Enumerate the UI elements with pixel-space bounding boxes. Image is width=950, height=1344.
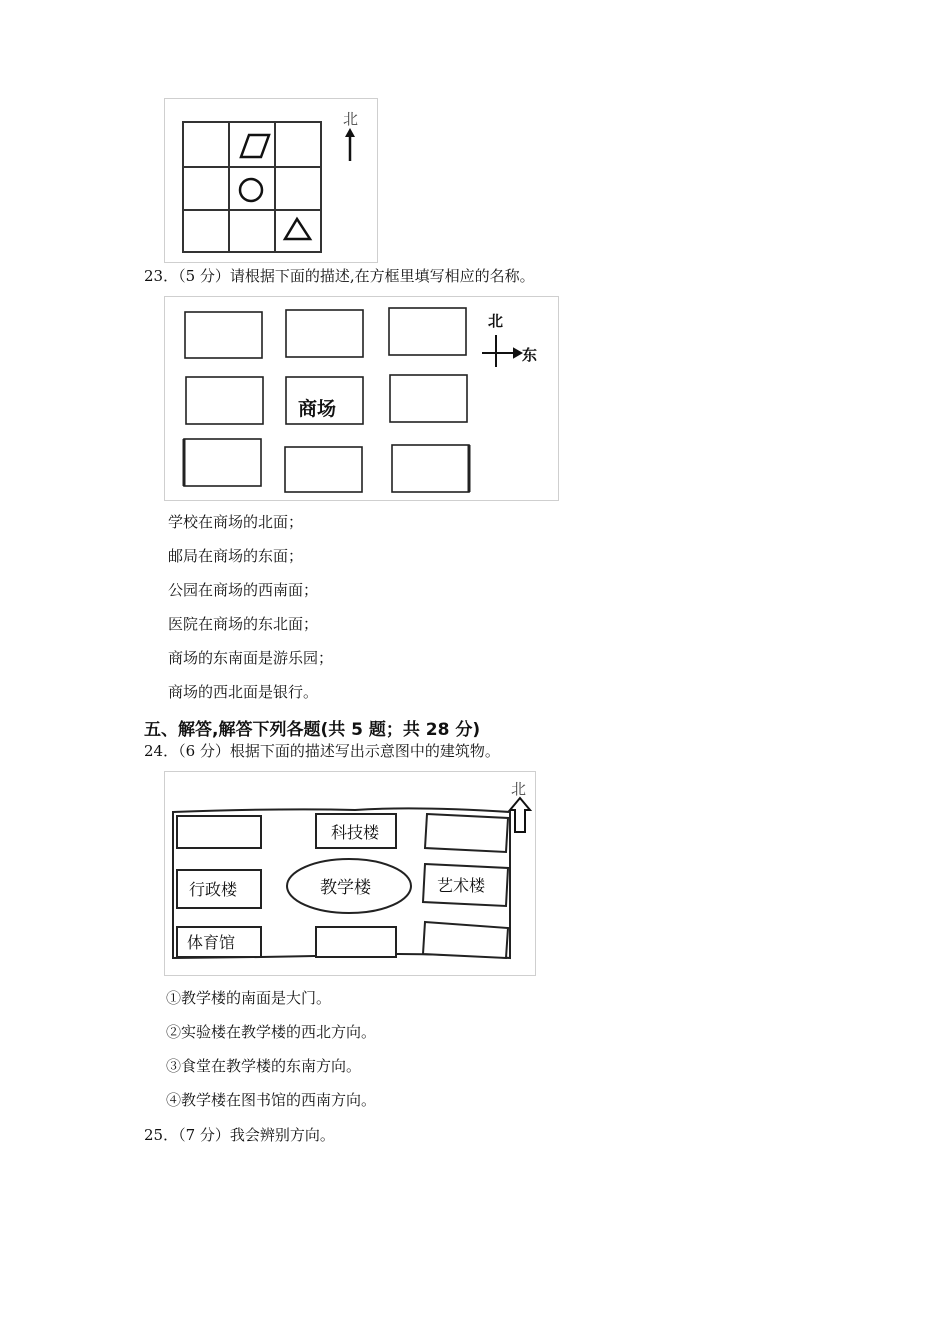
compass-north-label: 北 — [488, 312, 504, 330]
center-label-mall: 商场 — [298, 398, 337, 420]
box-top-right — [425, 814, 508, 852]
triangle-shape — [285, 219, 310, 239]
box-southwest — [184, 439, 261, 486]
box-east — [390, 375, 467, 422]
north-arrow-icon — [345, 128, 355, 161]
box-bottom-middle — [316, 927, 396, 957]
q23-map-diagram — [165, 297, 558, 500]
q24-campus-diagram — [165, 772, 535, 975]
building-left-middle: 行政楼 — [189, 880, 238, 899]
q22-grid-diagram — [165, 99, 377, 262]
box-bottom-right — [423, 922, 508, 958]
q24-title: 24．（6 分）根据下面的描述写出示意图中的建筑物。 — [144, 742, 500, 760]
box-north — [286, 310, 363, 357]
box-west — [186, 377, 263, 424]
q25-title: 25．（7 分）我会辨别方向。 — [144, 1126, 335, 1144]
q23-desc-2: 邮局在商场的东面； — [168, 547, 304, 565]
q24-figure — [164, 771, 536, 976]
q23-figure — [164, 296, 559, 501]
section-5-heading: 五、解答,解答下列各题(共 5 题；共 28 分) — [144, 720, 481, 740]
q23-desc-6: 商场的西北面是银行。 — [168, 683, 319, 701]
north-label: 北 — [343, 110, 359, 128]
grid-outline — [183, 122, 321, 252]
q23-desc-3: 公园在商场的西南面； — [168, 581, 319, 599]
parallelogram-shape — [241, 135, 269, 157]
building-right-middle: 艺术楼 — [437, 876, 486, 895]
q23-desc-4: 医院在商场的东北面； — [168, 615, 319, 633]
compass-icon — [482, 335, 521, 367]
north-hollow-arrow-icon — [510, 798, 530, 832]
box-northeast — [389, 308, 466, 355]
q23-title: 23．（5 分）请根据下面的描述,在方框里填写相应的名称。 — [144, 267, 535, 285]
q24-north-label: 北 — [511, 780, 527, 798]
q24-desc-1: ①教学楼的南面是大门。 — [166, 989, 332, 1007]
box-southeast — [392, 445, 469, 492]
q24-desc-2: ②实验楼在教学楼的西北方向。 — [166, 1023, 377, 1041]
box-northwest — [185, 312, 262, 358]
box-top-left — [177, 816, 261, 848]
circle-shape — [240, 179, 262, 201]
q24-desc-4: ④教学楼在图书馆的西南方向。 — [166, 1091, 377, 1109]
box-south — [285, 447, 362, 492]
q23-desc-5: 商场的东南面是游乐园； — [168, 649, 334, 667]
q24-desc-3: ③食堂在教学楼的东南方向。 — [166, 1057, 362, 1075]
building-top-middle: 科技楼 — [331, 823, 380, 842]
building-bottom-left: 体育馆 — [187, 933, 236, 952]
q22-figure — [164, 98, 378, 263]
q23-desc-1: 学校在商场的北面； — [168, 513, 304, 531]
compass-east-label: 东 — [522, 346, 538, 364]
building-center: 教学楼 — [320, 878, 371, 898]
